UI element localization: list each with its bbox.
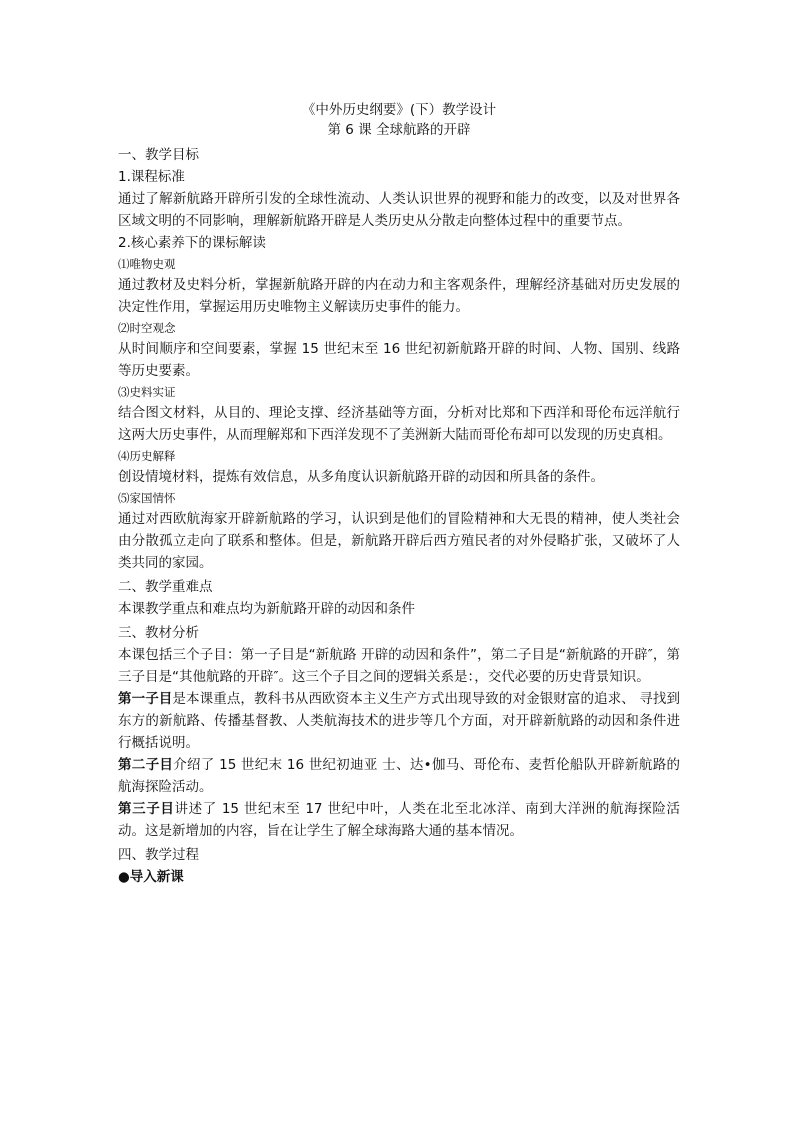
item-heading-time-space: ⑵时空观念 (118, 321, 176, 335)
course-standard-text: 通过了解新航路开辟所引发的全球性流动、人类认识世界的视野和能力的改变，以及对世界各区域文明的不同影响，理解新航路开辟是人类历史从分散走向整体过程中的重要节点。 (118, 191, 680, 229)
item-heading-evidence: ⑶史料实证 (118, 385, 176, 399)
document-title: 《中外历史纲要》(下）教学设计 (301, 102, 497, 118)
item-text-time-space: 从时间顺序和空间要素，掌握 15 世纪末至 16 世纪初新航路开辟的时间、人物、国别、线路等历史要素。 (118, 341, 680, 379)
bullet-intro-new-lesson: ●导入新课 (118, 869, 184, 885)
subsection-2-text: 介绍了 15 世纪末 16 世纪初迪亚 士、达•伽马、哥伦布、麦哲伦船队开辟新航路的航海探险活动。 (118, 757, 681, 795)
subsection-3-lead: 第三子目 (118, 801, 175, 817)
textbook-analysis-intro: 本课包括三个子目：第一子目是“新航路 开辟的动因和条件”，第二子目是“新航路的开辟″，第三子目是“其他航路的开辟″。这三个子目之间的逻辑关系是：，交代必要的历史背景知识。 (118, 647, 680, 685)
item-heading-interpretation: ⑷历史解释 (118, 449, 176, 463)
section-heading-objectives: 一、教学目标 (118, 147, 199, 163)
document-body (118, 100, 680, 888)
item-text-evidence: 结合图文材料，从目的、理论支撑、经济基础等方面，分析对比郑和下西洋和哥伦布远洋航行这两大历史事件，从而理解郑和下西洋发现不了美洲新大陆而哥伦布却可以发现的历史真相。 (118, 405, 680, 443)
section-heading-teaching-process: 四、教学过程 (118, 847, 199, 863)
core-literacy-heading: 2.核心素养下的课标解读 (118, 235, 266, 251)
item-text-materialism: 通过教材及史料分析，掌握新航路开辟的内在动力和主客观条件，理解经济基础对历史发展的决定性作用，掌握运用历史唯物主义解读历史事件的能力。 (118, 277, 680, 315)
item-heading-patriotism: ⑸家国情怀 (118, 491, 176, 505)
subsection-1-lead: 第一子目 (118, 691, 173, 707)
item-text-patriotism: 通过对西欧航海家开辟新航路的学习，认识到是他们的冒险精神和大无畏的精神，使人类社会由分散孤立走向了联系和整体。但是，新航路开辟后西方殖民者的对外侵略扩张，又破坏了人类共同的家园。 (118, 511, 680, 571)
subsection-1-paragraph (118, 688, 680, 754)
subsection-1-text: 是本课重点，教科书从西欧资本主义生产方式出现导致的对金银财富的追求、 寻找到东方的新航路、传播基督教、人类航海技术的进步等几个方面，对开辟新航路的动因和条件进行概括说明。 (118, 691, 681, 751)
subsection-2-lead: 第二子目 (118, 757, 174, 773)
section-heading-key-points: 二、教学重难点 (118, 579, 213, 595)
subsection-2-paragraph (118, 754, 680, 798)
key-points-text: 本课教学重点和难点均为新航路开辟的动因和条件 (118, 601, 415, 617)
subsection-3-text: 讲述了 15 世纪末至 17 世纪中叶，人类在北至北冰洋、南到大洋洲的航海探险活动。这是新增加的内容，旨在让学生了解全球海路大通的基本情况。 (118, 801, 680, 839)
course-standard-heading: 1.课程标准 (118, 169, 185, 185)
item-text-interpretation: 创设情境材料，提炼有效信息，从多角度认识新航路开辟的动因和所具备的条件。 (118, 469, 604, 485)
item-heading-materialism: ⑴唯物史观 (118, 257, 176, 271)
lesson-title: 第 6 课 全球航路的开辟 (327, 122, 471, 138)
section-heading-textbook-analysis: 三、教材分析 (118, 625, 199, 641)
subsection-3-paragraph (118, 798, 680, 842)
